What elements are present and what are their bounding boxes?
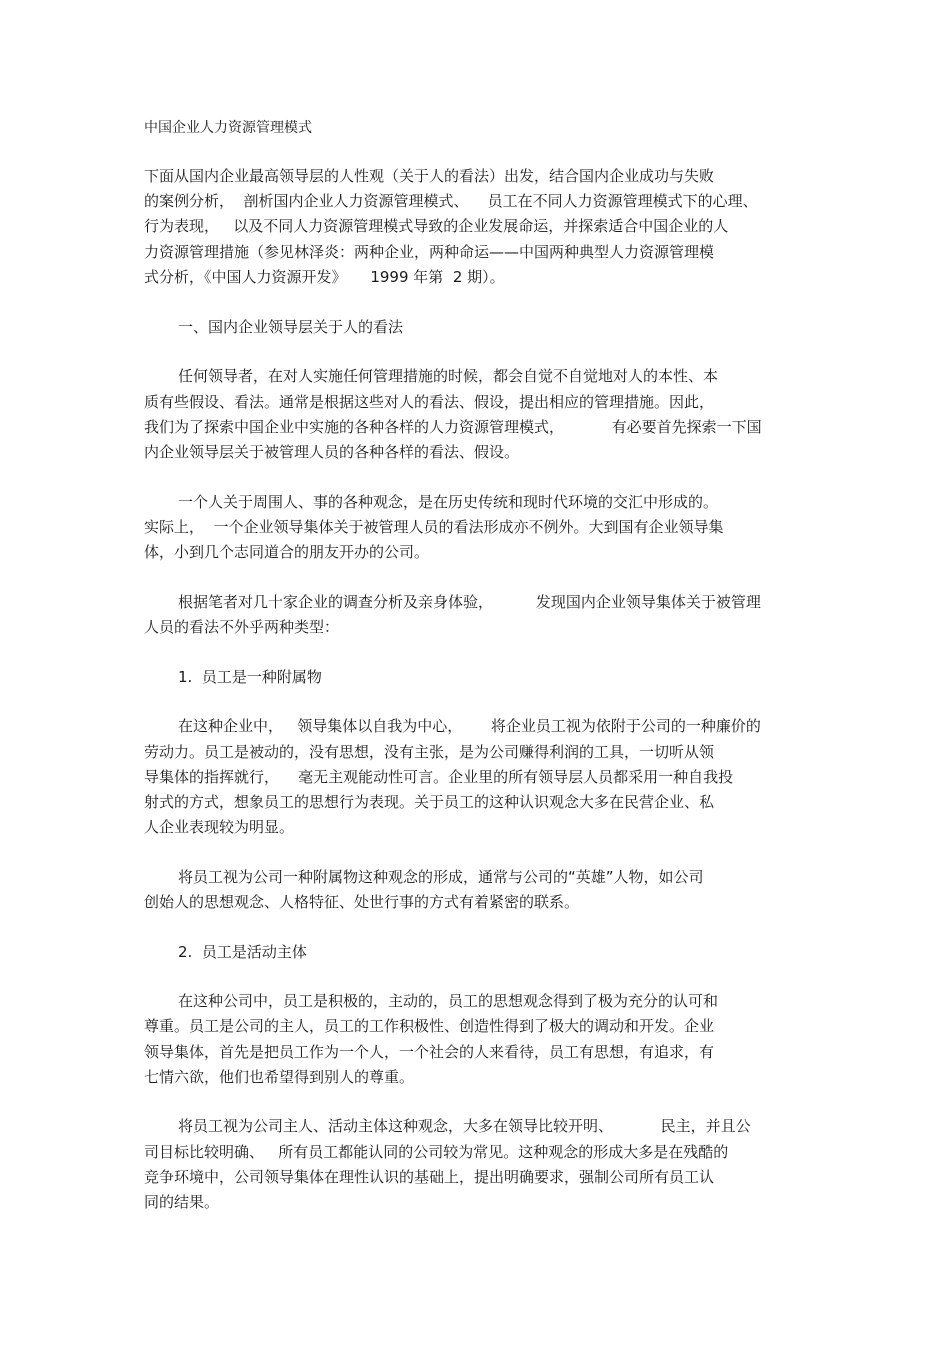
document-title: 中国企业人力资源管理模式: [144, 120, 312, 136]
para4-line-5: 人企业表现较为明显。: [144, 818, 295, 836]
subsection-heading-2: 2. 员工是活动主体: [178, 943, 307, 961]
subsection-heading-1: 1. 员工是一种附属物: [178, 668, 322, 686]
para6-line-1: 在这种公司中，员工是积极的，主动的，员工的思想观念得到了极为充分的认可和: [178, 992, 719, 1010]
para2-line-2: 实际上， 一个企业领导集体关于被管理人员的看法形成亦不例外。大到国有企业领导集: [144, 518, 724, 536]
para1-line-3: 我们为了探索中国企业中实施的各种各样的人力资源管理模式， 有必要首先探索一下国: [144, 418, 762, 436]
para5-line-2: 创始人的思想观念、人格特征、处世行事的方式有着紧密的联系。: [144, 893, 580, 911]
intro-line-3: 行为表现， 以及不同人力资源管理模式导致的企业发展命运，并探索适合中国企业的人: [144, 217, 729, 235]
para1-line-2: 质有些假设、看法。通常是根据这些对人的看法、假设，提出相应的管理措施。因此，: [144, 393, 715, 411]
intro-line-4: 力资源管理措施（参见林泽炎：两种企业，两种命运——中国两种典型人力资源管理模: [144, 243, 715, 261]
para7-line-2: 司目标比较明确、 所有员工都能认同的公司较为常见。这种观念的形成大多是在残酷的: [144, 1143, 729, 1161]
para6-line-2: 尊重。员工是公司的主人，员工的工作积极性、创造性得到了极大的调动和开发。企业: [144, 1017, 715, 1035]
para5-line-1: 将员工视为公司一种附属物这种观念的形成，通常与公司的“英雄”人物，如公司: [178, 868, 704, 886]
para7-line-4: 同的结果。: [144, 1193, 220, 1211]
para4-line-4: 射式的方式，想象员工的思想行为表现。关于员工的这种认识观念大多在民营企业、私: [144, 793, 715, 811]
para7-line-3: 竞争环境中，公司领导集体在理性认识的基础上，提出明确要求，强制公司所有员工认: [144, 1168, 715, 1186]
para4-line-1: 在这种企业中， 领导集体以自我为中心， 将企业员工视为依附于公司的一种廉价的: [178, 717, 761, 735]
para3-line-1: 根据笔者对几十家企业的调查分析及亲身体验， 发现国内企业领导集体关于被管理: [178, 593, 761, 611]
para2-line-3: 体，小到几个志同道合的朋友开办的公司。: [144, 543, 430, 561]
para7-line-1: 将员工视为公司主人、活动主体这种观念，大多在领导比较开明、 民主，并且公: [178, 1117, 751, 1135]
intro-line-2: 的案例分析， 剖析国内企业人力资源管理模式、 员工在不同人力资源管理模式下的心理、: [144, 192, 758, 210]
intro-line-5: 式分析，《中国人力资源开发》 1999 年第 2 期）。: [144, 268, 505, 286]
para4-line-3: 导集体的指挥就行， 毫无主观能动性可言。企业里的所有领导层人员都采用一种自我投: [144, 768, 734, 786]
para6-line-3: 领导集体，首先是把员工作为一个人，一个社会的人来看待，员工有思想，有追求，有: [144, 1043, 715, 1061]
para6-line-4: 七情六欲，他们也希望得到别人的尊重。: [144, 1068, 415, 1086]
para1-line-4: 内企业领导层关于被管理人员的各种各样的看法、假设。: [144, 443, 520, 461]
section-heading-1: 一、国内企业领导层关于人的看法: [178, 318, 404, 336]
para4-line-2: 劳动力。员工是被动的，没有思想，没有主张，是为公司赚得利润的工具，一切听从领: [144, 743, 715, 761]
para1-line-1: 任何领导者，在对人实施任何管理措施的时候，都会自觉不自觉地对人的本性、本: [178, 367, 719, 385]
intro-line-1: 下面从国内企业最高领导层的人性观（关于人的看法）出发，结合国内企业成功与失败: [144, 167, 715, 185]
para3-line-2: 人员的看法不外乎两种类型：: [144, 618, 340, 636]
para2-line-1: 一个人关于周围人、事的各种观念，是在历史传统和现时代环境的交汇中形成的。: [178, 493, 719, 511]
